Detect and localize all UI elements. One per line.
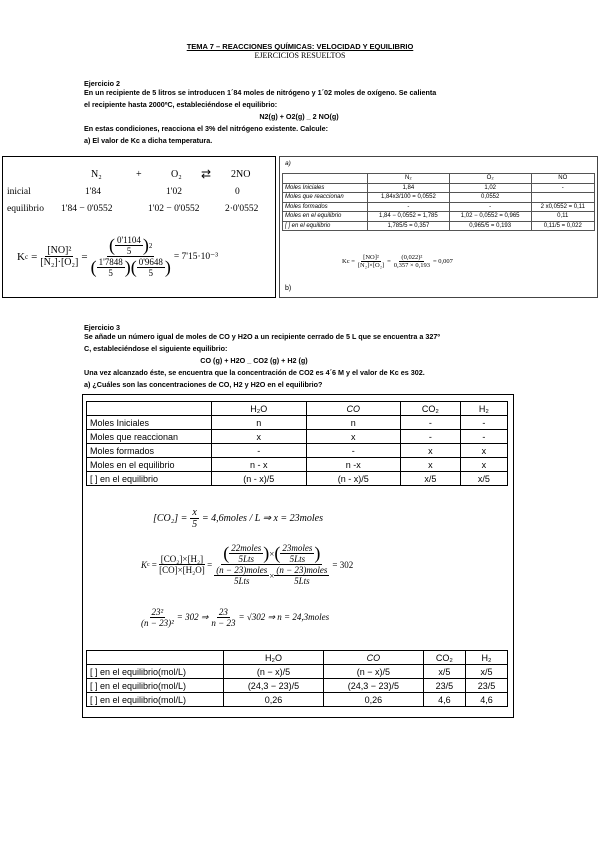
eq3-num1: 23² <box>151 607 164 617</box>
ej3-line3: Una vez alcanzado éste, se encuentra que la concentración de CO2 es 4´6 M y el valor de Kc es 302. <box>84 368 425 377</box>
table-cell: n <box>306 416 401 430</box>
table-cell: x/5 <box>423 665 465 679</box>
val-den: 0,357 × 0,193 <box>393 262 430 269</box>
kc-symbol: K <box>17 250 25 263</box>
table-header: CO₂ <box>401 402 461 416</box>
kc-den: [CO]×[H₂O] <box>159 565 205 575</box>
table-row <box>87 679 508 693</box>
inicial-o2: 1'02 <box>166 187 182 197</box>
table-row <box>87 444 508 458</box>
table-cell: n <box>212 416 307 430</box>
table-cell: (24,3 − 23)/5 <box>323 679 423 693</box>
table-cell: n -x <box>306 458 401 472</box>
kc-result: = 7'15·10⁻³ <box>173 252 219 262</box>
kc-result-right: = 0,007 <box>432 258 453 265</box>
kc-den: [N₂]×[O₂] <box>357 262 385 269</box>
table-row <box>87 665 508 679</box>
page-title: TEMA 7 – REACCIONES QUÍMICAS: VELOCIDAD Y EQUILIBRIO <box>186 42 414 51</box>
ej2-heading: Ejercicio 2 <box>84 79 120 88</box>
table-cell: 1,785/5 = 0,357 <box>368 221 450 231</box>
table-cell: - <box>460 430 507 444</box>
table-cell: (n − x)/5 <box>224 665 324 679</box>
table-cell: x/5 <box>401 472 461 486</box>
table-cell: x <box>212 430 307 444</box>
kc-subscript: c <box>24 252 29 261</box>
kc-b-den: 5Lts <box>289 554 306 564</box>
table-cell: Moles formados <box>87 444 212 458</box>
val-den2-top: 0'9648 <box>138 257 163 267</box>
table-cell: x <box>306 430 401 444</box>
table-cell: - <box>212 444 307 458</box>
table-header: CO₂ <box>423 651 465 665</box>
ej2-reaction: N2(g) + O2(g) _ 2 NO(g) <box>259 112 339 121</box>
page-subtitle: EJERCICIOS RESUELTOS <box>254 51 346 60</box>
kc-subscript: c <box>147 561 150 568</box>
ej3-question: a) ¿Cuáles son las concentraciones de CO, H2 y H2O en el equilibrio? <box>84 380 323 389</box>
table-row <box>87 416 508 430</box>
ej2-line1: En un recipiente de 5 litros se introducen 1´84 moles de nitrógeno y 1´02 moles de oxígeno. Se calienta <box>84 88 437 97</box>
ej3-line1: Se añade un número igual de moles de CO y H2O a un recipiente cerrado de 5 L que se encuentra a 327º <box>84 332 440 341</box>
ej2-question: a) El valor de Kc a dicha temperatura. <box>84 136 213 145</box>
table-cell: Moles formados <box>283 202 368 212</box>
kc-values: ( $\frac{0'1104}{5}$ ) 2 ( $\frac{1'7848}{5}$ ) ( $\frac{0'9648}{5}$ ) <box>90 235 171 278</box>
table-cell: Moles en el equilibrio <box>87 458 212 472</box>
val-den1-top: 1'7848 <box>98 257 123 267</box>
table-cell: Moles que reaccionan <box>87 430 212 444</box>
ej3-heading: Ejercicio 3 <box>84 323 120 332</box>
table-row <box>283 193 595 203</box>
eq1-num: x <box>192 507 197 518</box>
table-header: H₂ <box>460 402 507 416</box>
kc-expression: K c = $\frac{\text{[NO]²}}{\text{[N₂]·[O₂]}}$ = ( $\frac{0'1104}{5}$ ) 2 ( $\frac{1'7848}{5}$ ) ( $\frac{0'9648}{5}$ ) = 7'15·10⁻³ <box>17 235 219 278</box>
table-cell: x <box>460 458 507 472</box>
table-cell: [ ] en el equilibrio <box>87 472 212 486</box>
table-cell: x <box>460 444 507 458</box>
eq1-rhs: = 4,6moles / L ⇒ x = 23moles <box>201 513 323 524</box>
eq1-lhs: [CO₂] = <box>153 513 188 524</box>
table-header: CO <box>323 651 423 665</box>
table-header-row <box>87 651 508 665</box>
table-cell: - <box>531 183 594 193</box>
table-cell: - <box>401 430 461 444</box>
kc-symbol: K <box>141 559 148 570</box>
table-cell: 23/5 <box>465 679 507 693</box>
kc-c-den: 5Lts <box>233 576 250 586</box>
label-a: a) <box>285 160 291 167</box>
table-header <box>283 174 368 184</box>
table-cell: 1,02 <box>449 183 531 193</box>
eq1-den: 5 <box>192 519 198 530</box>
table-cell: Moles en el equilibrio <box>283 212 368 222</box>
ej2-line3: En estas condiciones, reacciona el 3% del nitrógeno existente. Calcule: <box>84 124 329 133</box>
table-cell: x <box>401 458 461 472</box>
table-row <box>87 693 508 707</box>
row-label-equilibrio: equilibrio <box>7 204 44 214</box>
kc-result: = 302 <box>332 559 354 570</box>
table-header: N₂ <box>368 174 450 184</box>
kc-lhs: Kc = <box>342 258 355 265</box>
inicial-no: 0 <box>235 187 240 197</box>
table-cell: [ ] en el equilibrio(mol/L) <box>87 693 224 707</box>
kc-formula-right: Kc = $\frac{\text{[NO]²}}{\text{[N₂]×[O₂]}}$ = $\frac{\text{(0,022)²}}{0,357 \times 0,193}$ = 0,007 <box>342 254 453 269</box>
table-row <box>283 202 595 212</box>
table-header <box>87 402 212 416</box>
table-cell: 1,02 − 0,0552 = 0,965 <box>449 212 531 222</box>
table-cell: n - x <box>212 458 307 472</box>
ej3-table1 <box>86 401 508 486</box>
table-header: O₂ <box>449 174 531 184</box>
kc-definition <box>40 245 78 268</box>
equilibrio-o2: 1'02 − 0'0552 <box>148 204 200 214</box>
table-cell: [ ] en el equilibrio(mol/L) <box>87 679 224 693</box>
species-plus: + <box>136 169 142 180</box>
kc-num: [CO₂]×[H₂] <box>160 554 204 564</box>
table-header: NO <box>531 174 594 184</box>
table-cell: Moles Iniciales <box>283 183 368 193</box>
table-cell: 1,84x3/100 = 0,0552 <box>368 193 450 203</box>
ej3-eq-n <box>141 607 329 628</box>
ej3-eq-co2 <box>153 507 323 530</box>
table-cell: (n − x)/5 <box>323 665 423 679</box>
table-header-row <box>283 174 595 184</box>
kc-num: [NO]² <box>363 254 379 261</box>
kc-a-num: 22moles <box>231 543 262 553</box>
table-cell: x/5 <box>460 472 507 486</box>
table-cell: 0,26 <box>323 693 423 707</box>
table-cell: x <box>401 444 461 458</box>
table-cell: [ ] en el equilibrio(mol/L) <box>87 665 224 679</box>
table-row <box>283 221 595 231</box>
equilibrio-no: 2·0'0552 <box>225 204 259 214</box>
table-cell: Moles que reaccionan <box>283 193 368 203</box>
table-header: H₂O <box>224 651 324 665</box>
kc-a-den: 5Lts <box>238 554 255 564</box>
kc-d-den: 5Lts <box>294 576 310 586</box>
table-row <box>283 212 595 222</box>
table-cell: 1,84 − 0,0552 = 1,785 <box>368 212 450 222</box>
table-cell: - <box>449 202 531 212</box>
table-cell: Moles Iniciales <box>87 416 212 430</box>
eq3-end: = √302 ⇒ n = 24,3moles <box>238 612 330 622</box>
ej3-solution <box>82 394 514 718</box>
kc-d-num: (n − 23)moles <box>276 565 328 575</box>
table-header-row <box>87 402 508 416</box>
table-cell: (24,3 − 23)/5 <box>224 679 324 693</box>
species-n2: N₂ <box>91 169 102 180</box>
val-num-top: 0'1104 <box>117 235 141 245</box>
ej3-eq-kc: K c = $\frac{\text{[CO₂]×[H₂]}}{\text{[CO]×[H₂O]}}$ = ( $\frac{\text{22moles}}{\text{5Lts}}$ ) × ( $\frac{\text{23moles}}{\text{5Lts}}$ ) $\frac{\text{(n − 23)moles}}{\text{5Lts}}$ × $\frac{\text{(n − 23)moles}}{\text{5Lts}}$ = 302 <box>141 543 354 586</box>
table-row <box>87 472 508 486</box>
table-cell: - <box>368 202 450 212</box>
table-header: H₂O <box>212 402 307 416</box>
table-row <box>87 430 508 444</box>
table-cell: 4,6 <box>423 693 465 707</box>
table-row <box>87 458 508 472</box>
table-cell: 0,11 <box>531 212 594 222</box>
eq3-den2: n − 23 <box>211 618 236 628</box>
equilibrio-n2: 1'84 − 0'0552 <box>61 204 113 214</box>
ej2-solution-right <box>279 156 598 298</box>
table-header: CO <box>306 402 401 416</box>
eq3-num2: 23 <box>218 607 228 617</box>
ej3-line2: C, estableciéndose el siguiente equilibrio: <box>84 344 228 353</box>
kc-c-num: (n − 23)moles <box>216 565 268 575</box>
table-cell: 0,26 <box>224 693 324 707</box>
table-cell: 0,0552 <box>449 193 531 203</box>
ej2-solution-left <box>2 156 276 298</box>
eq3-den1: (n − 23)² <box>141 618 174 628</box>
val-num-bot: 5 <box>126 246 132 256</box>
label-b: b) <box>285 285 292 292</box>
table-cell: - <box>460 416 507 430</box>
table-cell: x/5 <box>465 665 507 679</box>
table-cell: 1,84 <box>368 183 450 193</box>
val-den2-bot: 5 <box>148 268 154 278</box>
species-o2: O₂ <box>171 169 182 180</box>
table-cell: 0,965/5 = 0,193 <box>449 221 531 231</box>
ej3-reaction: CO (g) + H2O _ CO2 (g) + H2 (g) <box>200 356 308 365</box>
table-cell: 2 x0,0552 = 0,11 <box>531 202 594 212</box>
kc-def-den: [N₂]·[O₂] <box>40 257 79 268</box>
ej3-table2 <box>86 650 508 707</box>
table-header <box>87 651 224 665</box>
eq3-mid: = 302 ⇒ <box>176 612 209 622</box>
table-cell: (n - x)/5 <box>306 472 401 486</box>
ej2-line2: el recipiente hasta 2000ºC, estableciéndose el equilibrio: <box>84 100 278 109</box>
table-row <box>283 183 595 193</box>
table-cell: - <box>306 444 401 458</box>
ej2-table <box>282 173 595 231</box>
table-cell: 0,11/5 = 0,022 <box>531 221 594 231</box>
equilibrium-arrow-icon: ⇄ <box>201 167 212 181</box>
table-cell: [ ] en el equilibrio <box>283 221 368 231</box>
table-cell <box>531 193 594 203</box>
table-cell: - <box>401 416 461 430</box>
kc-b-num: 23moles <box>282 543 313 553</box>
val-num: (0,022)² <box>401 254 423 261</box>
table-cell: (n - x)/5 <box>212 472 307 486</box>
species-no: 2NO <box>231 169 251 180</box>
inicial-n2: 1'84 <box>85 187 101 197</box>
kc-def-num: [NO]² <box>47 245 72 256</box>
table-header: H₂ <box>465 651 507 665</box>
table-cell: 4,6 <box>465 693 507 707</box>
val-den1-bot: 5 <box>108 268 113 278</box>
table-cell: 23/5 <box>423 679 465 693</box>
row-label-inicial: inicial <box>7 187 31 197</box>
